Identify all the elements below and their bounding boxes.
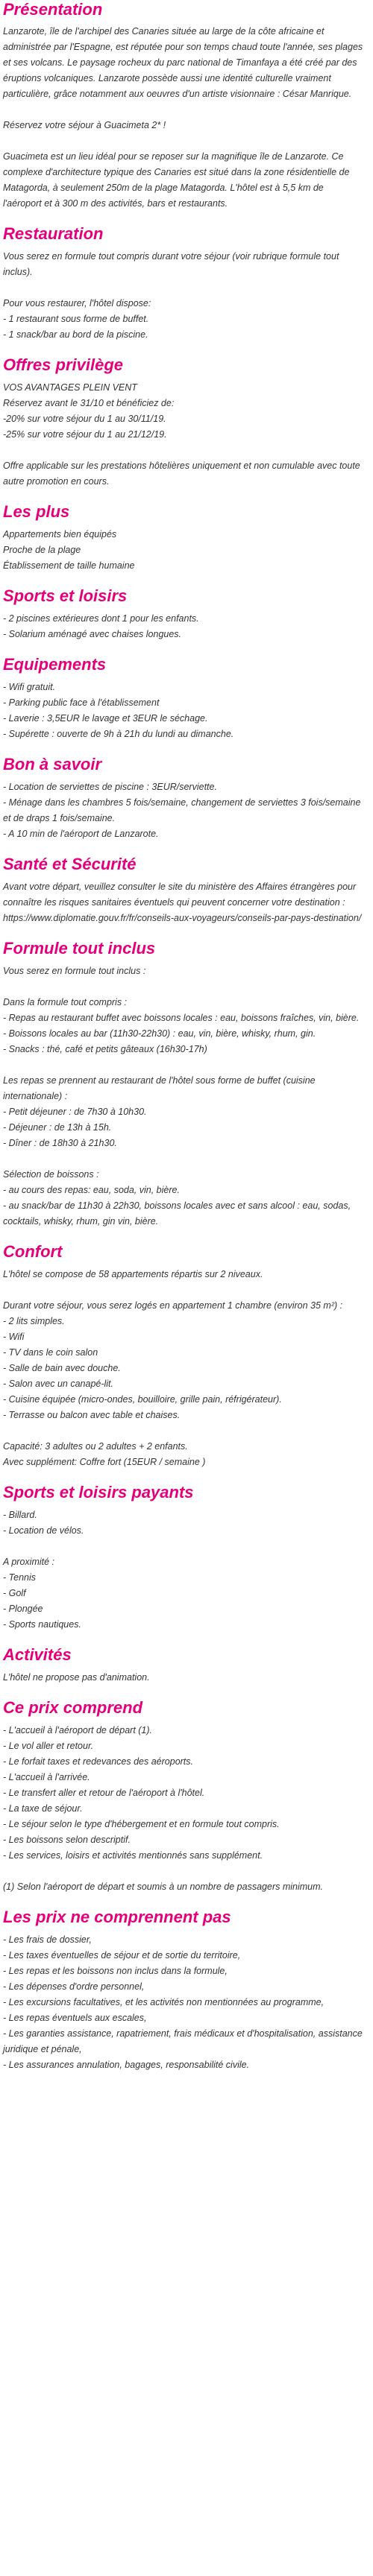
paragraph bbox=[3, 1298, 364, 1423]
paragraph bbox=[3, 1167, 364, 1230]
text-line: - Salon avec un canapé-lit. bbox=[3, 1379, 114, 1389]
text-line: - Les repas et les boissons non inclus dans la formule, bbox=[3, 1966, 228, 1976]
paragraph bbox=[3, 995, 364, 1057]
text-line: - Le transfert aller et retour de l'aéroport à l'hôtel. bbox=[3, 1788, 205, 1798]
section-body bbox=[3, 1507, 364, 1633]
section bbox=[3, 842, 364, 926]
text-line: - Les taxes éventuelles de séjour et de sortie du territoire, bbox=[3, 1950, 241, 1961]
paragraph bbox=[3, 380, 364, 443]
text-line: - Les boissons selon descriptif. bbox=[3, 1835, 131, 1845]
paragraph-gap bbox=[3, 1864, 364, 1879]
section bbox=[3, 1470, 364, 1633]
paragraph bbox=[3, 296, 364, 343]
paragraph-gap bbox=[3, 979, 364, 995]
text-line: Capacité: 3 adultes ou 2 adultes + 2 enfants. bbox=[3, 1441, 188, 1452]
section-title: Confort bbox=[3, 1242, 63, 1261]
text-line: Appartements bien équipés bbox=[3, 529, 117, 539]
section bbox=[3, 0, 364, 212]
section-title: Offres privilège bbox=[3, 355, 123, 374]
paragraph bbox=[3, 249, 364, 280]
text-line: - Le vol aller et retour. bbox=[3, 1741, 94, 1751]
paragraph-gap bbox=[3, 280, 364, 296]
section-body bbox=[3, 380, 364, 490]
section bbox=[3, 1633, 364, 1686]
paragraph-gap bbox=[3, 133, 364, 149]
text-line: - Location de vélos. bbox=[3, 1525, 84, 1536]
section-title: Equipements bbox=[3, 655, 107, 674]
section-body bbox=[3, 680, 364, 742]
text-line: -20% sur votre séjour du 1 au 30/11/19. bbox=[3, 414, 166, 424]
text-line: - Salle de bain avec douche. bbox=[3, 1363, 121, 1373]
text-line: - L'accueil à l'arrivée. bbox=[3, 1772, 90, 1782]
paragraph-gap bbox=[3, 1151, 364, 1167]
text-line: - Billard. bbox=[3, 1510, 37, 1520]
text-line: - Les excursions facultatives, et les activités non mentionnées au programme, bbox=[3, 1997, 325, 2007]
paragraph-gap bbox=[3, 1057, 364, 1073]
section-title: Les prix ne comprennent pas bbox=[3, 1908, 231, 1926]
text-line: Pour vous restaurer, l'hôtel dispose: bbox=[3, 298, 151, 308]
section-body bbox=[3, 527, 364, 574]
section-title: Bon à savoir bbox=[3, 755, 102, 773]
section-body bbox=[3, 779, 364, 842]
text-line: Établissement de taille humaine bbox=[3, 560, 135, 571]
text-line: - Golf bbox=[3, 1588, 26, 1598]
section-body bbox=[3, 1723, 364, 1895]
text-line: - au snack/bar de 11h30 à 22h30, boissons locales avec et sans alcool : eau, sodas, cocktails, whisky, rhum, gin vin, bière. bbox=[3, 1200, 351, 1227]
paragraph bbox=[3, 963, 364, 979]
text-line: -25% sur votre séjour du 1 au 21/12/19. bbox=[3, 429, 167, 440]
text-line: - L'accueil à l'aéroport de départ (1). bbox=[3, 1725, 153, 1735]
text-line: - Les assurances annulation, bagages, responsabilité civile. bbox=[3, 2060, 250, 2070]
paragraph-gap bbox=[3, 1423, 364, 1439]
text-line: - Solarium aménagé avec chaises longues. bbox=[3, 629, 182, 639]
paragraph-gap bbox=[3, 443, 364, 458]
text-line: - Location de serviettes de piscine : 3EUR/serviette. bbox=[3, 782, 217, 792]
text-line: Proche de la plage bbox=[3, 545, 81, 555]
paragraph-gap bbox=[3, 102, 364, 118]
paragraph bbox=[3, 1554, 364, 1633]
text-line: L'hôtel se compose de 58 appartements répartis sur 2 niveaux. bbox=[3, 1269, 263, 1279]
paragraph bbox=[3, 779, 364, 842]
text-line: - Dîner : de 18h30 à 21h30. bbox=[3, 1138, 117, 1148]
section-body bbox=[3, 24, 364, 212]
section bbox=[3, 926, 364, 1230]
text-line: (1) Selon l'aéroport de départ et soumis à un nombre de passagers minimum. bbox=[3, 1882, 323, 1892]
paragraph bbox=[3, 680, 364, 742]
text-line: - Laverie : 3,5EUR le lavage et 3EUR le séchage. bbox=[3, 713, 208, 724]
text-line: - Wifi gratuit. bbox=[3, 682, 56, 692]
section-title: Les plus bbox=[3, 502, 70, 521]
text-line: - 1 restaurant sous forme de buffet. bbox=[3, 314, 149, 324]
section bbox=[3, 1686, 364, 1895]
section-body bbox=[3, 1670, 364, 1686]
text-line: - Les garanties assistance, rapatriement, frais médicaux et d'hospitalisation, assistance juridique et pénale, bbox=[3, 2028, 363, 2054]
text-line: - 1 snack/bar au bord de la piscine. bbox=[3, 329, 148, 340]
section bbox=[3, 1895, 364, 2073]
text-line: - 2 piscines extérieures dont 1 pour les enfants. bbox=[3, 613, 199, 624]
text-line: VOS AVANTAGES PLEIN VENT bbox=[3, 382, 137, 393]
section bbox=[3, 343, 364, 490]
text-line: - Le séjour selon le type d'hébergement et en formule tout compris. bbox=[3, 1819, 280, 1829]
text-line: - Les dépenses d'ordre personnel, bbox=[3, 1981, 145, 1992]
section bbox=[3, 1230, 364, 1470]
text-line: Sélection de boissons : bbox=[3, 1169, 99, 1180]
section-title: Sports et loisirs bbox=[3, 586, 128, 605]
text-line: - Snacks : thé, café et petits gâteaux (16h30-17h) bbox=[3, 1044, 207, 1054]
text-line: - Supérette : ouverte de 9h à 21h du lundi au dimanche. bbox=[3, 729, 234, 739]
section bbox=[3, 642, 364, 742]
section-body bbox=[3, 963, 364, 1230]
section-body bbox=[3, 249, 364, 343]
paragraph bbox=[3, 1267, 364, 1282]
paragraph bbox=[3, 458, 364, 490]
text-line: Réservez avant le 31/10 et bénéficiez de: bbox=[3, 398, 175, 408]
paragraph bbox=[3, 149, 364, 212]
paragraph bbox=[3, 879, 364, 926]
section-title: Santé et Sécurité bbox=[3, 855, 137, 873]
text-line: - A 10 min de l'aéroport de Lanzarote. bbox=[3, 829, 159, 839]
text-line: L'hôtel ne propose pas d'animation. bbox=[3, 1672, 150, 1683]
text-line: - Les repas éventuels aux escales, bbox=[3, 2013, 147, 2023]
section-title: Restauration bbox=[3, 224, 104, 243]
text-line: - Repas au restaurant buffet avec boissons locales : eau, boissons fraîches, vin, bière. bbox=[3, 1013, 360, 1023]
section-title: Formule tout inclus bbox=[3, 939, 156, 958]
section-body bbox=[3, 879, 364, 926]
section bbox=[3, 490, 364, 574]
text-line: Les repas se prennent au restaurant de l'hôtel sous forme de buffet (cuisine internationale) : bbox=[3, 1075, 316, 1101]
text-line: Réservez votre séjour à Guacimeta 2* ! bbox=[3, 120, 166, 130]
paragraph bbox=[3, 1439, 364, 1470]
text-line: - au cours des repas: eau, soda, vin, bière. bbox=[3, 1185, 180, 1195]
text-line: Guacimeta est un lieu idéal pour se reposer sur la magnifique île de Lanzarote. Ce complexe d'architecture typique des Canaries est situé dans la zone résidentielle de Matagorda, à seulement 250m de la plage Matagorda. L'hôtel est à 5,5 km de l'aéroport et à 300 m des activités, bars et restaurants. bbox=[3, 151, 350, 209]
text-line: - Wifi bbox=[3, 1332, 25, 1342]
section bbox=[3, 742, 364, 842]
section-title: Sports et loisirs payants bbox=[3, 1483, 194, 1501]
paragraph bbox=[3, 1670, 364, 1686]
paragraph bbox=[3, 24, 364, 102]
text-line: - Sports nautiques. bbox=[3, 1619, 81, 1630]
text-line: - Le forfait taxes et redevances des aéroports. bbox=[3, 1756, 193, 1767]
section-title: Ce prix comprend bbox=[3, 1698, 143, 1717]
section bbox=[3, 212, 364, 343]
text-line: - Les services, loisirs et activités mentionnés sans supplément. bbox=[3, 1850, 263, 1861]
text-line: A proximité : bbox=[3, 1557, 55, 1567]
section-title: Présentation bbox=[3, 0, 103, 19]
section bbox=[3, 574, 364, 642]
paragraph bbox=[3, 1723, 364, 1864]
text-line: - Ménage dans les chambres 5 fois/semaine, changement de serviettes 3 fois/semaine et de draps 1 fois/semaine. bbox=[3, 797, 361, 823]
paragraph bbox=[3, 1932, 364, 2073]
text-line: - TV dans le coin salon bbox=[3, 1347, 98, 1358]
text-line: Offre applicable sur les prestations hôtelières uniquement et non cumulable avec toute autre promotion en cours. bbox=[3, 461, 360, 487]
text-line: Vous serez en formule tout inclus : bbox=[3, 966, 146, 976]
text-line: - Petit déjeuner : de 7h30 à 10h30. bbox=[3, 1107, 147, 1117]
text-line: Avec supplément: Coffre fort (15EUR / semaine ) bbox=[3, 1457, 206, 1467]
text-line: - Boissons locales au bar (11h30-22h30) : eau, vin, bière, whisky, rhum, gin. bbox=[3, 1028, 316, 1039]
text-line: Vous serez en formule tout compris durant votre séjour (voir rubrique formule tout inclus). bbox=[3, 251, 339, 277]
section-body bbox=[3, 611, 364, 642]
section-body bbox=[3, 1932, 364, 2073]
section-body bbox=[3, 1267, 364, 1470]
paragraph bbox=[3, 118, 364, 133]
paragraph-gap bbox=[3, 1282, 364, 1298]
paragraph bbox=[3, 611, 364, 642]
section-title: Activités bbox=[3, 1645, 72, 1664]
paragraph-gap bbox=[3, 1539, 364, 1554]
text-line: - La taxe de séjour. bbox=[3, 1803, 83, 1814]
text-line: - Tennis bbox=[3, 1572, 37, 1583]
text-line: - Parking public face à l'établissement bbox=[3, 697, 160, 708]
paragraph bbox=[3, 1073, 364, 1151]
paragraph bbox=[3, 527, 364, 574]
text-line: - Terrasse ou balcon avec table et chaises. bbox=[3, 1410, 181, 1420]
paragraph bbox=[3, 1507, 364, 1539]
paragraph bbox=[3, 1879, 364, 1895]
text-line: - Plongée bbox=[3, 1604, 43, 1614]
text-line: - Déjeuner : de 13h à 15h. bbox=[3, 1122, 112, 1133]
text-line: Avant votre départ, veuillez consulter le site du ministère des Affaires étrangères pour connaître les risques sanitaires éventuels qui peuvent concerner votre destination : https://www.diplomatie.gouv.fr/fr/conseils-aux-voyageurs/conseils-par-pays-destination/ bbox=[3, 882, 362, 923]
text-line: - 2 lits simples. bbox=[3, 1316, 65, 1326]
text-line: Lanzarote, île de l'archipel des Canaries située au large de la côte africaine et administrée par l'Espagne, est réputée pour son temps chaud toute l'année, ses plages et ses volcans. Le paysage rocheux du parc national de Timanfaya a été créé par des éruptions volcaniques. Lanzarote possède aussi une identité culturelle vraiment particulière, grâce notamment aux oeuvres d'un artiste visionnaire : César Manrique. bbox=[3, 26, 363, 99]
text-line: - Les frais de dossier, bbox=[3, 1934, 92, 1945]
text-line: Dans la formule tout compris : bbox=[3, 997, 128, 1007]
text-line: - Cuisine équipée (micro-ondes, bouilloire, grille pain, réfrigérateur). bbox=[3, 1394, 282, 1405]
text-line: Durant votre séjour, vous serez logés en appartement 1 chambre (environ 35 m²) : bbox=[3, 1300, 343, 1311]
